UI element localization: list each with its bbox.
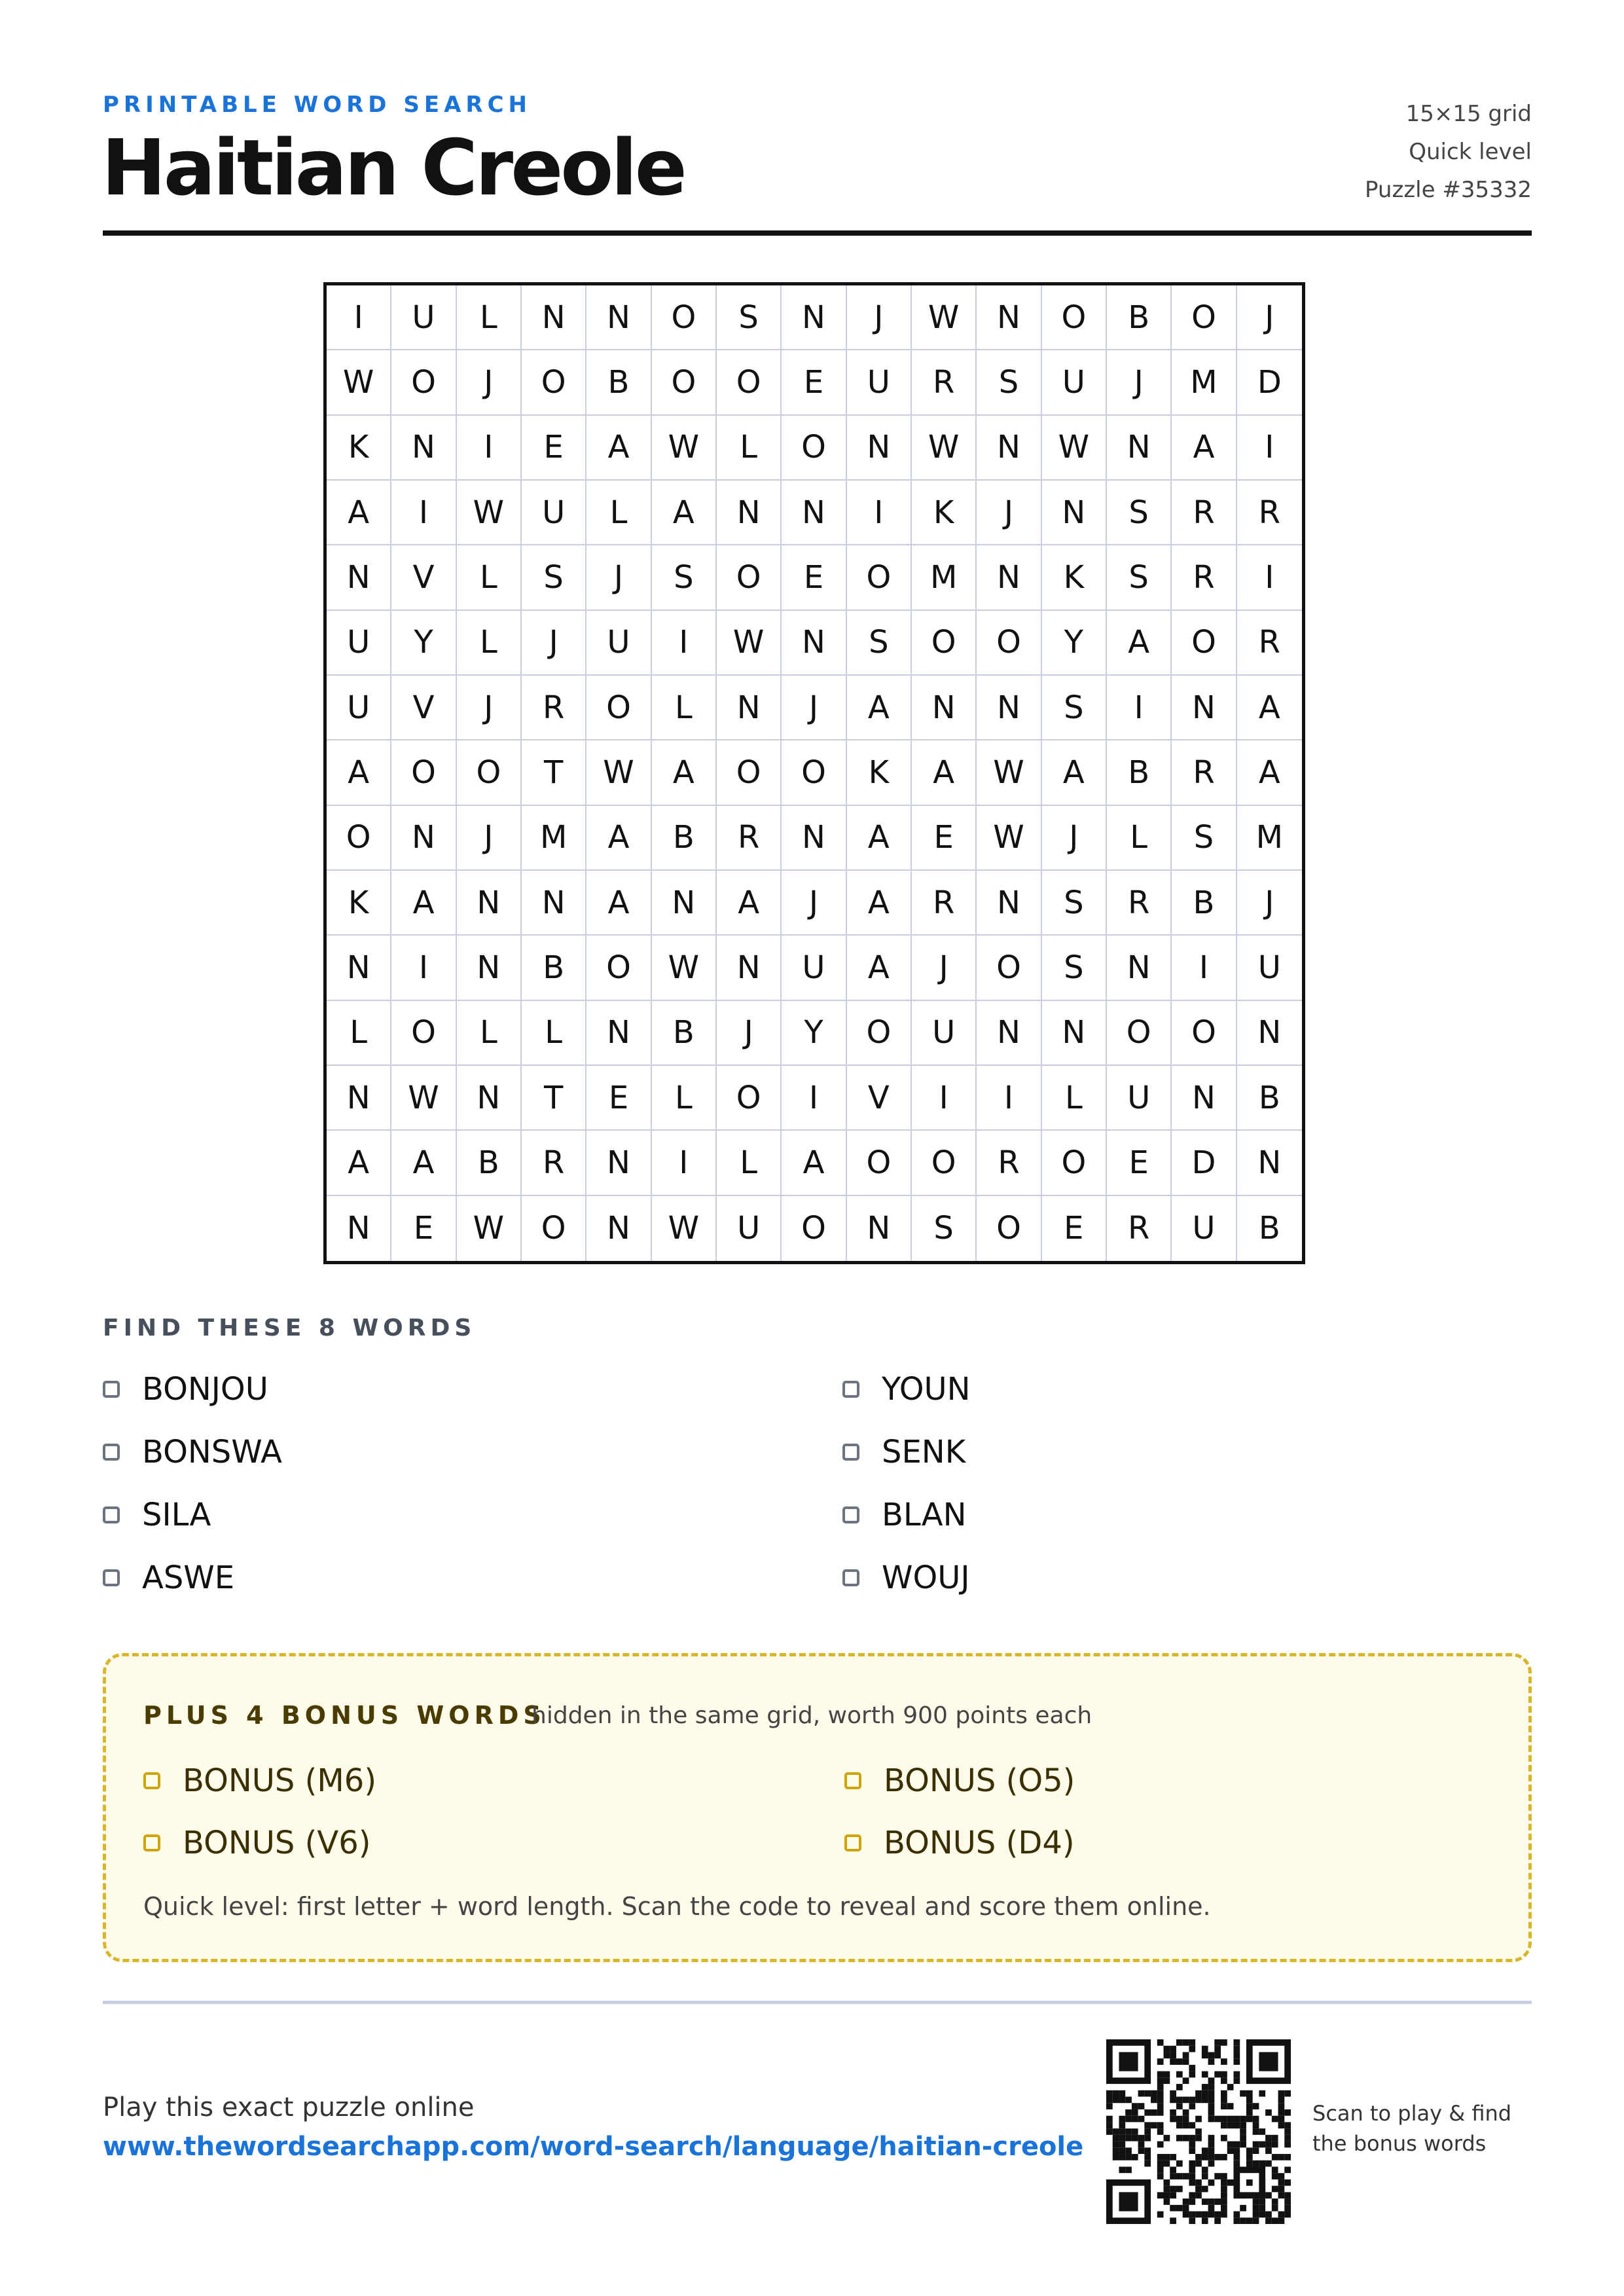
word-label: SILA xyxy=(142,1497,211,1533)
checkbox-icon[interactable] xyxy=(842,1569,859,1586)
grid-cell[interactable]: V xyxy=(391,676,456,740)
qr-caption: Scan to play & find the bonus words xyxy=(1312,2101,1512,2156)
grid-cell[interactable]: A xyxy=(586,871,651,936)
grid-cell[interactable]: O xyxy=(1172,1001,1236,1066)
grid-cell[interactable]: J xyxy=(717,1001,782,1066)
grid-cell[interactable]: R xyxy=(522,676,586,740)
checkbox-icon[interactable] xyxy=(103,1381,120,1398)
grid-cell[interactable]: N xyxy=(391,416,456,481)
grid-cell[interactable]: I xyxy=(847,481,912,545)
bonus-subheading: hidden in the same grid, worth 900 points each xyxy=(532,1702,1092,1729)
grid-cell[interactable]: O xyxy=(391,740,456,805)
grid-cell[interactable]: L xyxy=(586,481,651,545)
grid-cell[interactable]: N xyxy=(1042,1001,1107,1066)
grid-cell[interactable]: U xyxy=(1172,1196,1236,1261)
grid-cell[interactable]: N xyxy=(1237,1001,1302,1066)
grid-cell[interactable]: O xyxy=(522,350,586,415)
grid-cell[interactable]: N xyxy=(327,1066,391,1131)
grid-cell[interactable]: O xyxy=(912,1131,977,1195)
grid-cell[interactable]: S xyxy=(522,545,586,610)
grid-cell[interactable]: O xyxy=(782,740,846,805)
grid-cell[interactable]: J xyxy=(782,676,846,740)
grid-cell[interactable]: I xyxy=(457,416,522,481)
bonus-label: BONUS (V6) xyxy=(183,1825,371,1861)
grid-cell[interactable]: W xyxy=(717,611,782,676)
grid-cell[interactable]: J xyxy=(586,545,651,610)
grid-cell[interactable]: N xyxy=(457,936,522,1000)
checkbox-icon[interactable] xyxy=(103,1506,120,1523)
grid-cell[interactable]: N xyxy=(782,285,846,350)
grid-cell[interactable]: U xyxy=(912,1001,977,1066)
word-item[interactable] xyxy=(842,1366,971,1412)
grid-cell[interactable]: B xyxy=(1237,1066,1302,1131)
grid-cell[interactable]: B xyxy=(652,806,717,871)
grid-cell[interactable]: R xyxy=(1172,740,1236,805)
grid-cell[interactable]: D xyxy=(1237,350,1302,415)
grid-cell[interactable]: N xyxy=(782,611,846,676)
grid-cell[interactable]: E xyxy=(391,1196,456,1261)
level-label: Quick level xyxy=(1409,139,1532,165)
grid-cell[interactable]: R xyxy=(1172,545,1236,610)
grid-cell[interactable]: I xyxy=(1237,416,1302,481)
grid-cell[interactable]: E xyxy=(522,416,586,481)
grid-cell[interactable]: A xyxy=(847,871,912,936)
grid-cell[interactable]: K xyxy=(847,740,912,805)
word-item[interactable] xyxy=(842,1429,965,1475)
word-item[interactable] xyxy=(103,1492,211,1538)
grid-cell[interactable]: U xyxy=(717,1196,782,1261)
grid-cell[interactable]: R xyxy=(717,806,782,871)
grid-cell[interactable]: W xyxy=(457,481,522,545)
checkbox-icon[interactable] xyxy=(143,1834,160,1851)
grid-cell[interactable]: Y xyxy=(1042,611,1107,676)
grid-cell[interactable]: J xyxy=(457,676,522,740)
bonus-item[interactable] xyxy=(844,1820,1075,1866)
checkbox-icon[interactable] xyxy=(842,1444,859,1461)
grid-cell[interactable]: B xyxy=(586,350,651,415)
grid-cell[interactable]: N xyxy=(717,936,782,1000)
grid-cell[interactable]: W xyxy=(652,416,717,481)
grid-cell[interactable]: O xyxy=(1042,1131,1107,1195)
checkbox-icon[interactable] xyxy=(143,1772,160,1789)
grid-cell[interactable]: N xyxy=(847,1196,912,1261)
grid-cell[interactable]: U xyxy=(586,611,651,676)
grid-cell[interactable]: R xyxy=(912,871,977,936)
grid-cell[interactable]: S xyxy=(1107,481,1172,545)
grid-cell[interactable]: R xyxy=(912,350,977,415)
word-label: SENK xyxy=(882,1434,966,1470)
grid-cell[interactable]: N xyxy=(782,806,846,871)
grid-cell[interactable]: L xyxy=(652,1066,717,1131)
checkbox-icon[interactable] xyxy=(844,1834,861,1851)
grid-cell[interactable]: U xyxy=(847,350,912,415)
grid-cell[interactable]: L xyxy=(717,1131,782,1195)
grid-cell[interactable]: A xyxy=(327,481,391,545)
grid-cell[interactable]: U xyxy=(1107,1066,1172,1131)
grid-cell[interactable]: A xyxy=(1107,611,1172,676)
header-divider xyxy=(103,230,1532,236)
grid-cell[interactable]: O xyxy=(1172,285,1236,350)
grid-cell[interactable]: L xyxy=(652,676,717,740)
word-label: WOUJ xyxy=(882,1559,970,1596)
grid-cell[interactable]: O xyxy=(847,1001,912,1066)
grid-cell[interactable]: A xyxy=(1042,740,1107,805)
grid-cell[interactable]: S xyxy=(652,545,717,610)
puzzle-link[interactable]: www.thewordsearchapp.com/word-search/language/haitian-creole xyxy=(103,2132,1084,2162)
checkbox-icon[interactable] xyxy=(844,1772,861,1789)
grid-cell[interactable]: E xyxy=(782,545,846,610)
checkbox-icon[interactable] xyxy=(842,1381,859,1398)
grid-cell[interactable]: O xyxy=(391,350,456,415)
bonus-item[interactable] xyxy=(143,1820,370,1866)
grid-cell[interactable]: N xyxy=(1042,481,1107,545)
grid-cell[interactable]: N xyxy=(522,285,586,350)
grid-cell[interactable]: O xyxy=(977,1196,1041,1261)
grid-cell[interactable]: O xyxy=(391,1001,456,1066)
word-label: YOUN xyxy=(882,1371,971,1408)
grid-cell[interactable]: N xyxy=(847,416,912,481)
grid-cell[interactable]: E xyxy=(586,1066,651,1131)
grid-cell[interactable]: L xyxy=(1107,806,1172,871)
grid-cell[interactable]: A xyxy=(1172,416,1236,481)
grid-cell[interactable]: I xyxy=(391,936,456,1000)
grid-cell[interactable]: U xyxy=(391,285,456,350)
grid-cell[interactable]: N xyxy=(457,1066,522,1131)
grid-cell[interactable]: A xyxy=(391,1131,456,1195)
grid-cell[interactable]: B xyxy=(522,936,586,1000)
grid-cell[interactable]: S xyxy=(912,1196,977,1261)
grid-cell[interactable]: I xyxy=(912,1066,977,1131)
grid-cell[interactable]: N xyxy=(586,1131,651,1195)
grid-cell[interactable]: N xyxy=(1172,676,1236,740)
grid-cell[interactable]: A xyxy=(847,806,912,871)
grid-cell[interactable]: O xyxy=(457,740,522,805)
grid-cell[interactable]: U xyxy=(1237,936,1302,1000)
grid-cell[interactable]: R xyxy=(1237,611,1302,676)
word-label: BONSWA xyxy=(142,1434,282,1470)
grid-cell[interactable]: L xyxy=(522,1001,586,1066)
grid-cell[interactable]: A xyxy=(652,481,717,545)
grid-cell[interactable]: M xyxy=(1172,350,1236,415)
grid-cell[interactable]: A xyxy=(327,740,391,805)
grid-cell[interactable]: R xyxy=(522,1131,586,1195)
grid-cell[interactable]: M xyxy=(1237,806,1302,871)
checkbox-icon[interactable] xyxy=(842,1506,859,1523)
grid-cell[interactable]: A xyxy=(586,416,651,481)
grid-cell[interactable]: L xyxy=(1042,1066,1107,1131)
grid-cell[interactable]: O xyxy=(717,1066,782,1131)
grid-cell[interactable]: A xyxy=(586,806,651,871)
grid-cell[interactable]: S xyxy=(1042,871,1107,936)
grid-cell[interactable]: A xyxy=(912,740,977,805)
bonus-item[interactable] xyxy=(844,1758,1075,1804)
word-label: BONJOU xyxy=(142,1371,268,1408)
grid-cell[interactable]: N xyxy=(327,545,391,610)
grid-cell[interactable]: B xyxy=(1107,285,1172,350)
grid-cell[interactable]: N xyxy=(977,871,1041,936)
grid-cell[interactable]: N xyxy=(1237,1131,1302,1195)
bonus-label: BONUS (O5) xyxy=(884,1762,1075,1799)
grid-cell[interactable]: N xyxy=(1172,1066,1236,1131)
bonus-item[interactable] xyxy=(143,1758,376,1804)
word-item[interactable] xyxy=(103,1555,234,1601)
puzzle-number-label: Puzzle #35332 xyxy=(1365,177,1532,203)
grid-cell[interactable]: J xyxy=(1237,285,1302,350)
grid-cell[interactable]: N xyxy=(1107,936,1172,1000)
grid-cell[interactable]: R xyxy=(977,1131,1041,1195)
grid-cell[interactable]: B xyxy=(457,1131,522,1195)
grid-cell[interactable]: N xyxy=(327,936,391,1000)
grid-size-label: 15×15 grid xyxy=(1405,101,1532,127)
grid-cell[interactable]: M xyxy=(522,806,586,871)
grid-cell[interactable]: W xyxy=(652,936,717,1000)
grid-cell[interactable]: N xyxy=(586,1001,651,1066)
grid-cell[interactable]: U xyxy=(327,676,391,740)
page-title: Haitian Creole xyxy=(101,122,685,213)
grid-cell[interactable]: N xyxy=(977,285,1041,350)
word-item[interactable] xyxy=(103,1429,282,1475)
grid-cell[interactable]: B xyxy=(1172,871,1236,936)
grid-cell[interactable]: J xyxy=(1107,350,1172,415)
grid-cell[interactable]: A xyxy=(782,1131,846,1195)
grid-cell[interactable]: E xyxy=(782,350,846,415)
grid-cell[interactable]: O xyxy=(717,740,782,805)
grid-cell[interactable]: U xyxy=(1042,350,1107,415)
grid-cell[interactable]: I xyxy=(782,1066,846,1131)
grid-cell[interactable]: V xyxy=(847,1066,912,1131)
header-kicker: PRINTABLE WORD SEARCH xyxy=(103,92,532,118)
grid-cell[interactable]: O xyxy=(847,1131,912,1195)
word-item[interactable] xyxy=(842,1492,967,1538)
grid-cell[interactable]: W xyxy=(1042,416,1107,481)
grid-cell[interactable]: J xyxy=(977,481,1041,545)
grid-cell[interactable]: I xyxy=(1172,936,1236,1000)
grid-cell[interactable]: L xyxy=(457,285,522,350)
grid-cell[interactable]: I xyxy=(652,611,717,676)
grid-cell[interactable]: U xyxy=(522,481,586,545)
grid-cell[interactable]: W xyxy=(977,740,1041,805)
grid-cell[interactable]: N xyxy=(977,545,1041,610)
grid-cell[interactable]: O xyxy=(717,350,782,415)
grid-cell[interactable]: I xyxy=(977,1066,1041,1131)
grid-cell[interactable]: S xyxy=(717,285,782,350)
grid-cell[interactable]: T xyxy=(522,740,586,805)
grid-cell[interactable]: L xyxy=(457,1001,522,1066)
grid-cell[interactable]: N xyxy=(782,481,846,545)
grid-cell[interactable]: I xyxy=(327,285,391,350)
word-list xyxy=(103,1366,1019,1628)
checkbox-icon[interactable] xyxy=(103,1569,120,1586)
grid-cell[interactable]: W xyxy=(327,350,391,415)
bonus-note: Quick level: first letter + word length. Scan the code to reveal and score them online. xyxy=(143,1892,1211,1921)
grid-cell[interactable]: W xyxy=(652,1196,717,1261)
grid-cell[interactable]: O xyxy=(652,350,717,415)
grid-cell[interactable]: O xyxy=(522,1196,586,1261)
bonus-heading: PLUS 4 BONUS WORDS xyxy=(143,1701,546,1730)
grid-cell[interactable]: R xyxy=(1107,871,1172,936)
grid-cell[interactable]: A xyxy=(847,936,912,1000)
grid-cell[interactable]: A xyxy=(847,676,912,740)
grid-cell[interactable]: B xyxy=(1258,1210,1280,1247)
bonus-panel xyxy=(103,1653,1532,1962)
grid-cell[interactable]: E xyxy=(912,806,977,871)
grid-cell[interactable]: O xyxy=(847,545,912,610)
footer-divider xyxy=(103,2001,1532,2004)
grid-cell[interactable]: V xyxy=(391,545,456,610)
grid-cell[interactable]: O xyxy=(977,936,1041,1000)
grid-cell[interactable]: S xyxy=(847,611,912,676)
grid-cell[interactable]: S xyxy=(1042,676,1107,740)
grid-cell[interactable]: J xyxy=(457,806,522,871)
grid-cell[interactable]: N xyxy=(717,676,782,740)
grid-cell[interactable]: N xyxy=(717,481,782,545)
grid-cell[interactable]: L xyxy=(457,545,522,610)
grid-cell[interactable]: Y xyxy=(391,611,456,676)
grid-cell[interactable]: N xyxy=(327,1196,391,1261)
grid-cell[interactable]: A xyxy=(1237,740,1302,805)
grid-cell[interactable]: N xyxy=(1107,416,1172,481)
grid-cell[interactable]: J xyxy=(1042,806,1107,871)
bonus-label: BONUS (M6) xyxy=(183,1762,377,1799)
grid-cell[interactable]: O xyxy=(782,416,846,481)
grid-cell[interactable]: L xyxy=(717,416,782,481)
grid-cell[interactable]: L xyxy=(327,1001,391,1066)
grid-cell[interactable]: O xyxy=(717,545,782,610)
grid-cell[interactable]: S xyxy=(1042,936,1107,1000)
grid-cell[interactable]: U xyxy=(782,936,846,1000)
grid-cell[interactable]: O xyxy=(652,285,717,350)
grid-cell[interactable]: A xyxy=(717,871,782,936)
grid-cell[interactable]: N xyxy=(977,1001,1041,1066)
grid-cell[interactable]: Y xyxy=(782,1001,846,1066)
grid-cell[interactable]: M xyxy=(912,545,977,610)
grid-cell[interactable]: O xyxy=(912,611,977,676)
grid-cell[interactable]: N xyxy=(391,806,456,871)
grid-cell[interactable]: R xyxy=(1107,1196,1172,1261)
grid-cell[interactable]: W xyxy=(586,740,651,805)
grid-cell[interactable]: O xyxy=(1172,611,1236,676)
word-label: BLAN xyxy=(882,1497,967,1533)
grid-cell[interactable]: I xyxy=(391,481,456,545)
grid-cell[interactable]: O xyxy=(586,676,651,740)
grid-cell[interactable]: W xyxy=(977,806,1041,871)
grid-cell[interactable]: A xyxy=(1237,676,1302,740)
grid-cell[interactable]: T xyxy=(522,1066,586,1131)
grid-cell[interactable]: S xyxy=(1107,545,1172,610)
grid-cell[interactable]: D xyxy=(1172,1131,1236,1195)
grid-cell[interactable]: N xyxy=(586,285,651,350)
grid-cell[interactable]: B xyxy=(1107,740,1172,805)
grid-cell[interactable]: A xyxy=(652,740,717,805)
grid-cell[interactable]: J xyxy=(847,285,912,350)
checkbox-icon[interactable] xyxy=(103,1444,120,1461)
grid-cell[interactable]: K xyxy=(912,481,977,545)
footer-caption: Play this exact puzzle online xyxy=(103,2092,475,2123)
letter-grid[interactable] xyxy=(323,282,1305,1264)
grid-cell[interactable]: S xyxy=(1172,806,1236,871)
grid-cell[interactable]: O xyxy=(1042,285,1107,350)
grid-cell[interactable]: K xyxy=(1042,545,1107,610)
grid-cell[interactable]: N xyxy=(586,1196,651,1261)
word-label: ASWE xyxy=(142,1559,235,1596)
qr-code-icon[interactable] xyxy=(1106,2039,1291,2224)
grid-cell[interactable]: I xyxy=(1237,545,1302,610)
word-list-heading: FIND THESE 8 WORDS xyxy=(103,1315,477,1341)
word-item[interactable] xyxy=(103,1366,268,1412)
grid-cell[interactable]: I xyxy=(652,1131,717,1195)
grid-cell[interactable]: W xyxy=(457,1196,522,1261)
grid-cell[interactable]: W xyxy=(391,1066,456,1131)
grid-cell[interactable]: R xyxy=(1172,481,1236,545)
grid-cell[interactable]: O xyxy=(782,1196,846,1261)
grid-cell[interactable]: J xyxy=(782,871,846,936)
grid-cell[interactable]: J xyxy=(457,350,522,415)
puzzle-meta xyxy=(1365,95,1532,209)
grid-cell[interactable]: N xyxy=(522,871,586,936)
grid-cell[interactable]: A xyxy=(391,871,456,936)
grid-cell[interactable]: O xyxy=(977,611,1041,676)
grid-cell[interactable]: U xyxy=(327,611,391,676)
word-item[interactable] xyxy=(842,1555,970,1601)
grid-cell[interactable]: B xyxy=(652,1001,717,1066)
grid-cell[interactable]: K xyxy=(327,871,391,936)
grid-cell[interactable]: N xyxy=(652,871,717,936)
grid-cell[interactable]: N xyxy=(977,416,1041,481)
grid-cell[interactable]: K xyxy=(327,416,391,481)
bonus-label: BONUS (D4) xyxy=(884,1825,1075,1861)
grid-cell[interactable]: L xyxy=(457,611,522,676)
grid-cell[interactable]: S xyxy=(977,350,1041,415)
grid-cell[interactable]: R xyxy=(1237,481,1302,545)
grid-cell[interactable]: I xyxy=(1107,676,1172,740)
grid-cell[interactable]: J xyxy=(522,611,586,676)
grid-cell[interactable]: N xyxy=(912,676,977,740)
grid-cell[interactable]: J xyxy=(912,936,977,1000)
grid-cell[interactable]: O xyxy=(586,936,651,1000)
grid-cell[interactable]: W xyxy=(912,416,977,481)
grid-cell[interactable]: N xyxy=(457,871,522,936)
grid-cell[interactable]: O xyxy=(1107,1001,1172,1066)
grid-cell[interactable]: O xyxy=(327,806,391,871)
grid-cell[interactable]: W xyxy=(912,285,977,350)
grid-cell[interactable]: N xyxy=(977,676,1041,740)
grid-cell[interactable]: E xyxy=(1107,1131,1172,1195)
grid-cell[interactable]: E xyxy=(1042,1196,1107,1261)
grid-cell[interactable]: J xyxy=(1237,871,1302,936)
grid-cell[interactable]: A xyxy=(327,1131,391,1195)
